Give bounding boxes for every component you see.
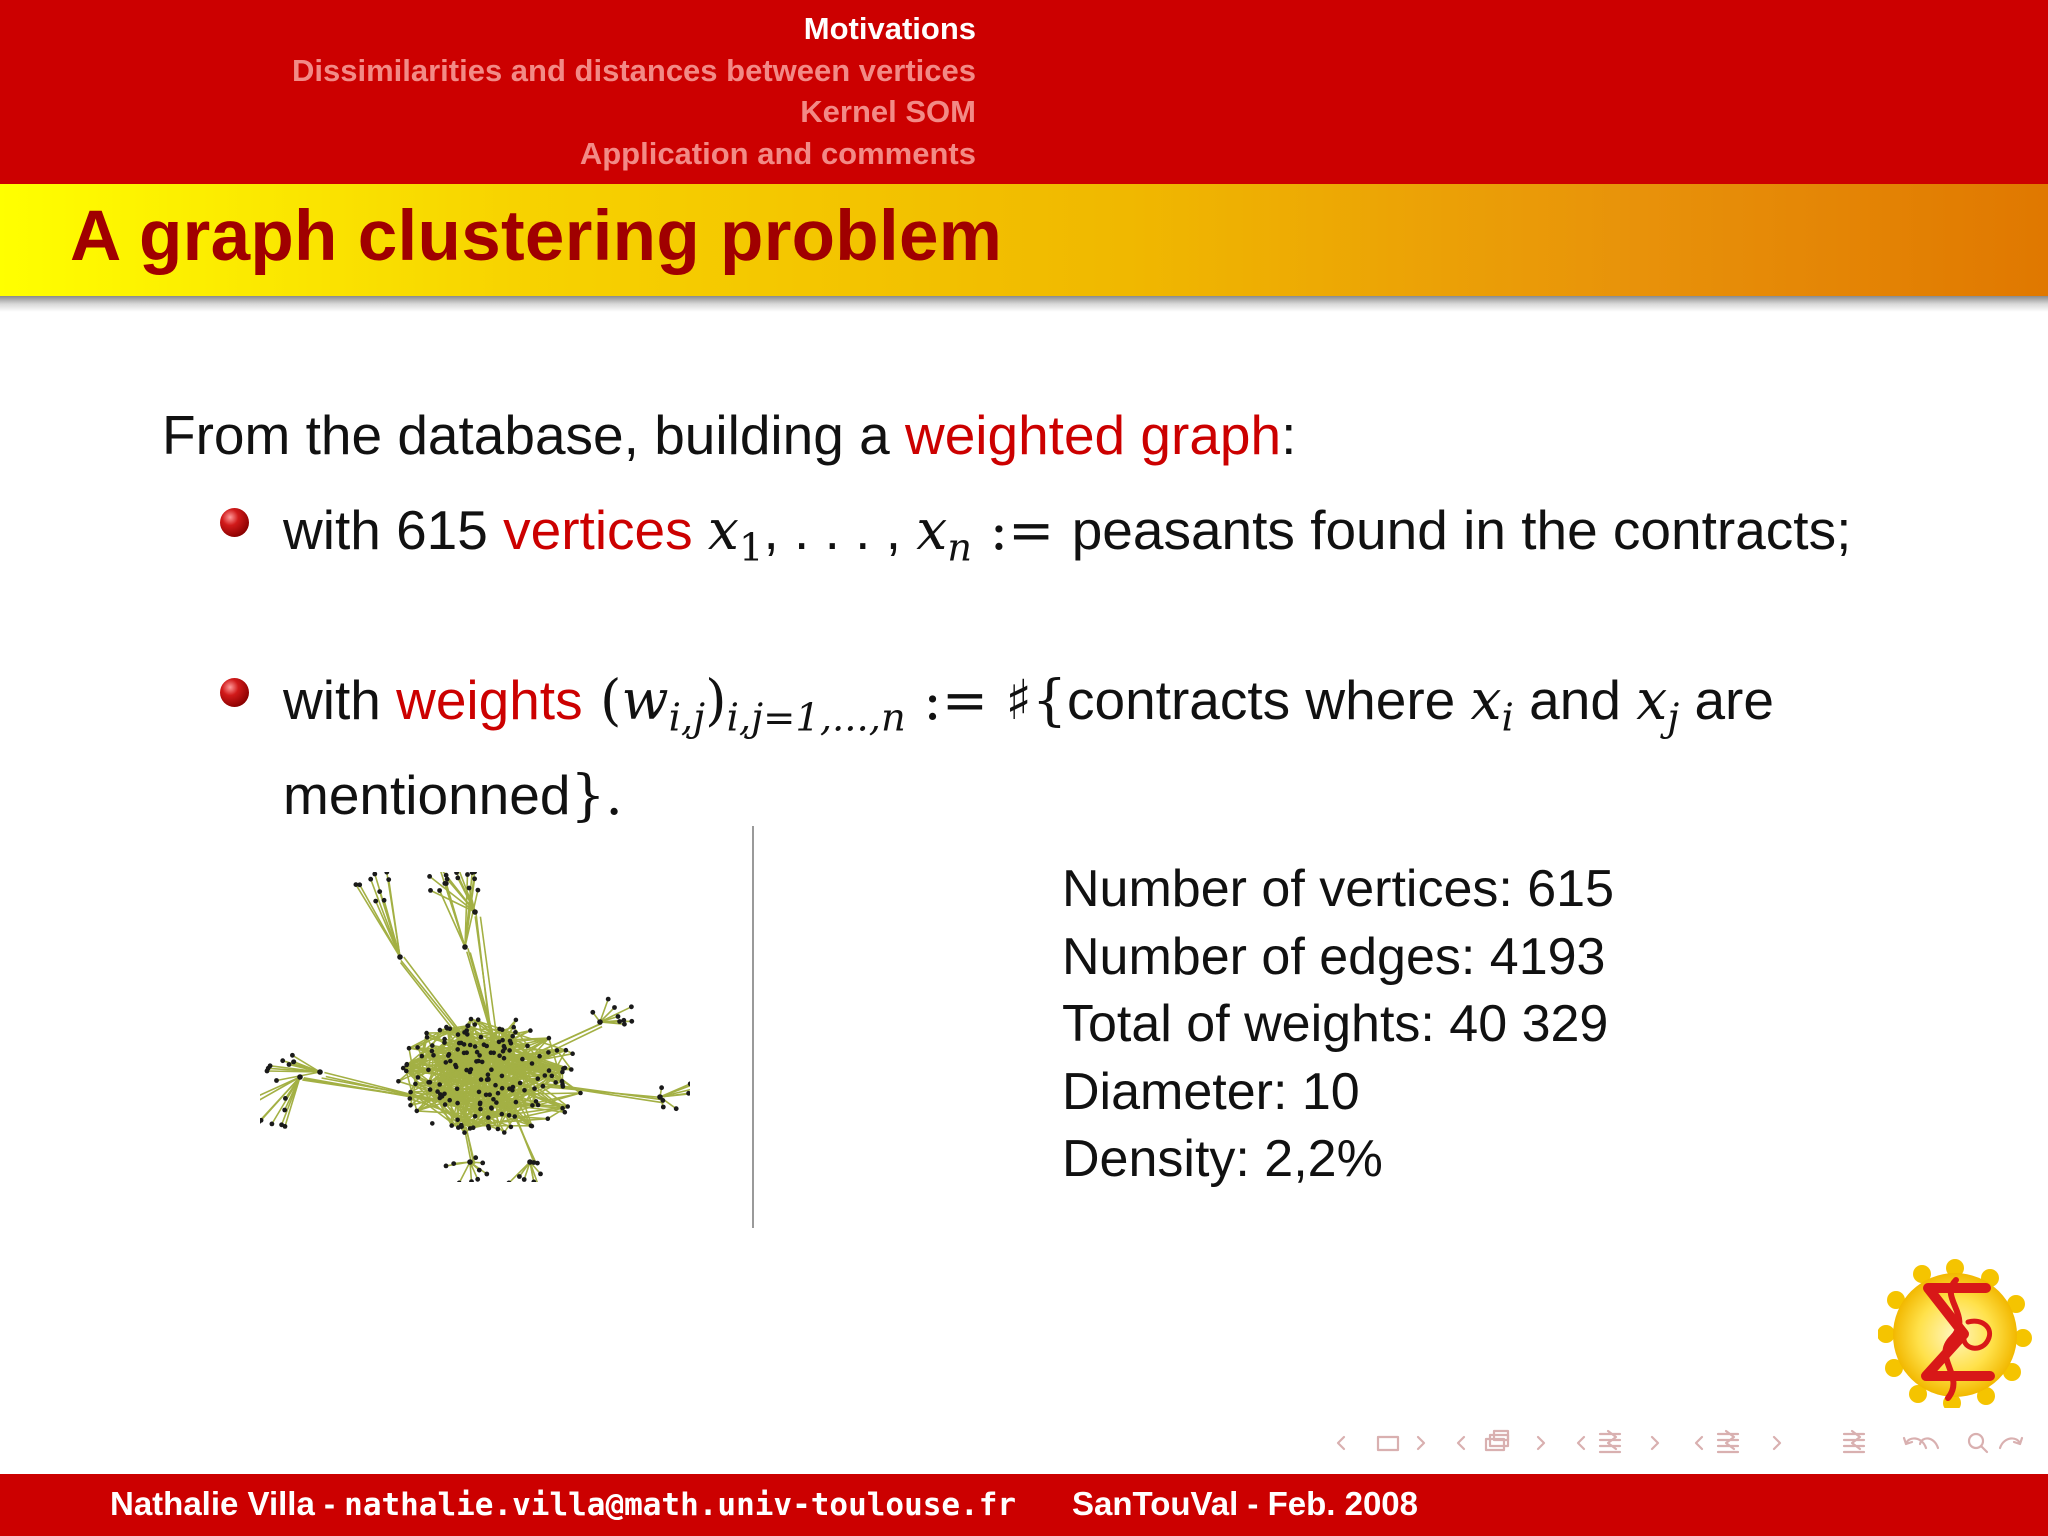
nav-search-icon[interactable] (1969, 1434, 2022, 1452)
nav-section-right-icon[interactable] (1652, 1437, 1658, 1449)
red-sphere-bullet-icon (220, 678, 249, 707)
nav-frame-icon[interactable] (1378, 1437, 1398, 1450)
bullet2-defeq: := ♯{ (905, 668, 1067, 732)
nav-appendix-icon[interactable] (1844, 1431, 1864, 1452)
bullet1-highlight: vertices (503, 499, 693, 561)
nav-frame-right-icon[interactable] (1418, 1437, 1424, 1449)
stat-vertices: Number of vertices: 615 (1062, 860, 1615, 918)
intro-text (162, 400, 1296, 470)
nav-item-application[interactable]: Application and comments (579, 135, 976, 171)
stat-weights: Total of weights: 40 329 (1062, 995, 1609, 1053)
footer-author (110, 1485, 1016, 1523)
nav-doc-left-icon[interactable] (1696, 1437, 1702, 1449)
footer-author-email[interactable]: nathalie.villa@math.univ-toulouse.fr (344, 1487, 1017, 1523)
bullet2-var-xi: x (1470, 668, 1502, 732)
column-divider (752, 826, 754, 1228)
nav-doc-icon[interactable] (1718, 1431, 1738, 1452)
footer-event: SanTouVal - Feb. 2008 (1072, 1485, 1419, 1522)
bullet1-prefix: with 615 (283, 499, 504, 561)
bullet1-suffix: peasants found in the contracts; (1071, 499, 1852, 561)
red-sphere-bullet-icon (220, 508, 249, 537)
nav-subsection-left-icon[interactable] (1458, 1437, 1464, 1449)
bullet2-close: }. (570, 762, 623, 827)
bullet2-prefix: with (283, 669, 397, 731)
intro-prefix: From the database, building a (162, 404, 905, 466)
intro-highlight: weighted graph (904, 404, 1282, 466)
nav-item-kernel-som[interactable]: Kernel SOM (800, 94, 976, 129)
bullet1-ellipsis: , . . . , (763, 499, 917, 561)
bullet2-sub-ij: i,j (668, 695, 706, 741)
nav-section-left-icon[interactable] (1578, 1437, 1584, 1449)
footer-author-name: Nathalie Villa - (110, 1485, 345, 1522)
bullet-vertices-text (283, 492, 1860, 587)
nav-doc-right-icon[interactable] (1774, 1437, 1780, 1449)
bullet1-sub-n: n (947, 525, 973, 571)
intro-suffix: : (1281, 404, 1297, 466)
bullet2-highlight: weights (396, 669, 583, 731)
nav-subsection-icon[interactable] (1486, 1431, 1508, 1450)
stat-density: Density: 2,2% (1062, 1130, 1383, 1188)
stat-edges: Number of edges: 4193 (1062, 927, 1606, 986)
nav-frame-left-icon[interactable] (1338, 1437, 1344, 1449)
bullet2-sub-j: j (1667, 695, 1680, 741)
bullet2-sub-i: i (1501, 695, 1514, 741)
bullet-vertices (220, 492, 1860, 587)
frame-title: A graph clustering problem (70, 197, 1003, 276)
title-band-shadow (0, 296, 2048, 312)
bullet1-var-x1: x (707, 498, 739, 562)
nav-item-motivations[interactable]: Motivations (803, 11, 976, 46)
nav-subsection-right-icon[interactable] (1538, 1437, 1544, 1449)
sigma-sun-logo-icon (1878, 1258, 2032, 1408)
bullet1-var-xn: x (916, 498, 948, 562)
bullet2-paren-open: ( (582, 668, 622, 732)
bullet2-var-xj: x (1636, 668, 1668, 732)
bullet-weights-text (283, 662, 1860, 833)
beamer-navigation-symbols (1330, 1428, 2030, 1458)
section-navigation (292, 8, 976, 174)
graph-statistics (1062, 856, 1614, 1194)
nav-section-icon[interactable] (1600, 1431, 1620, 1452)
stat-diameter: Diameter: 10 (1062, 1062, 1360, 1121)
bullet2-sub-range: i,j=1,...,n (726, 695, 906, 741)
bullet2-text-c: are mentionned (283, 669, 1774, 826)
bullet2-text-a: contracts where (1067, 669, 1471, 731)
bullet2-text-b: and (1513, 669, 1637, 731)
bullet-weights (220, 662, 1860, 833)
bullet2-paren-close: ) (705, 668, 727, 732)
bullet1-defeq: := (972, 498, 1072, 562)
bullet2-var-w: w (621, 668, 669, 732)
nav-item-dissimilarities[interactable]: Dissimilarities and distances between vertices (291, 52, 976, 88)
bullet1-sub-1: 1 (738, 525, 764, 571)
graph-network-figure (260, 872, 690, 1182)
nav-back-icon[interactable] (1904, 1438, 1938, 1448)
